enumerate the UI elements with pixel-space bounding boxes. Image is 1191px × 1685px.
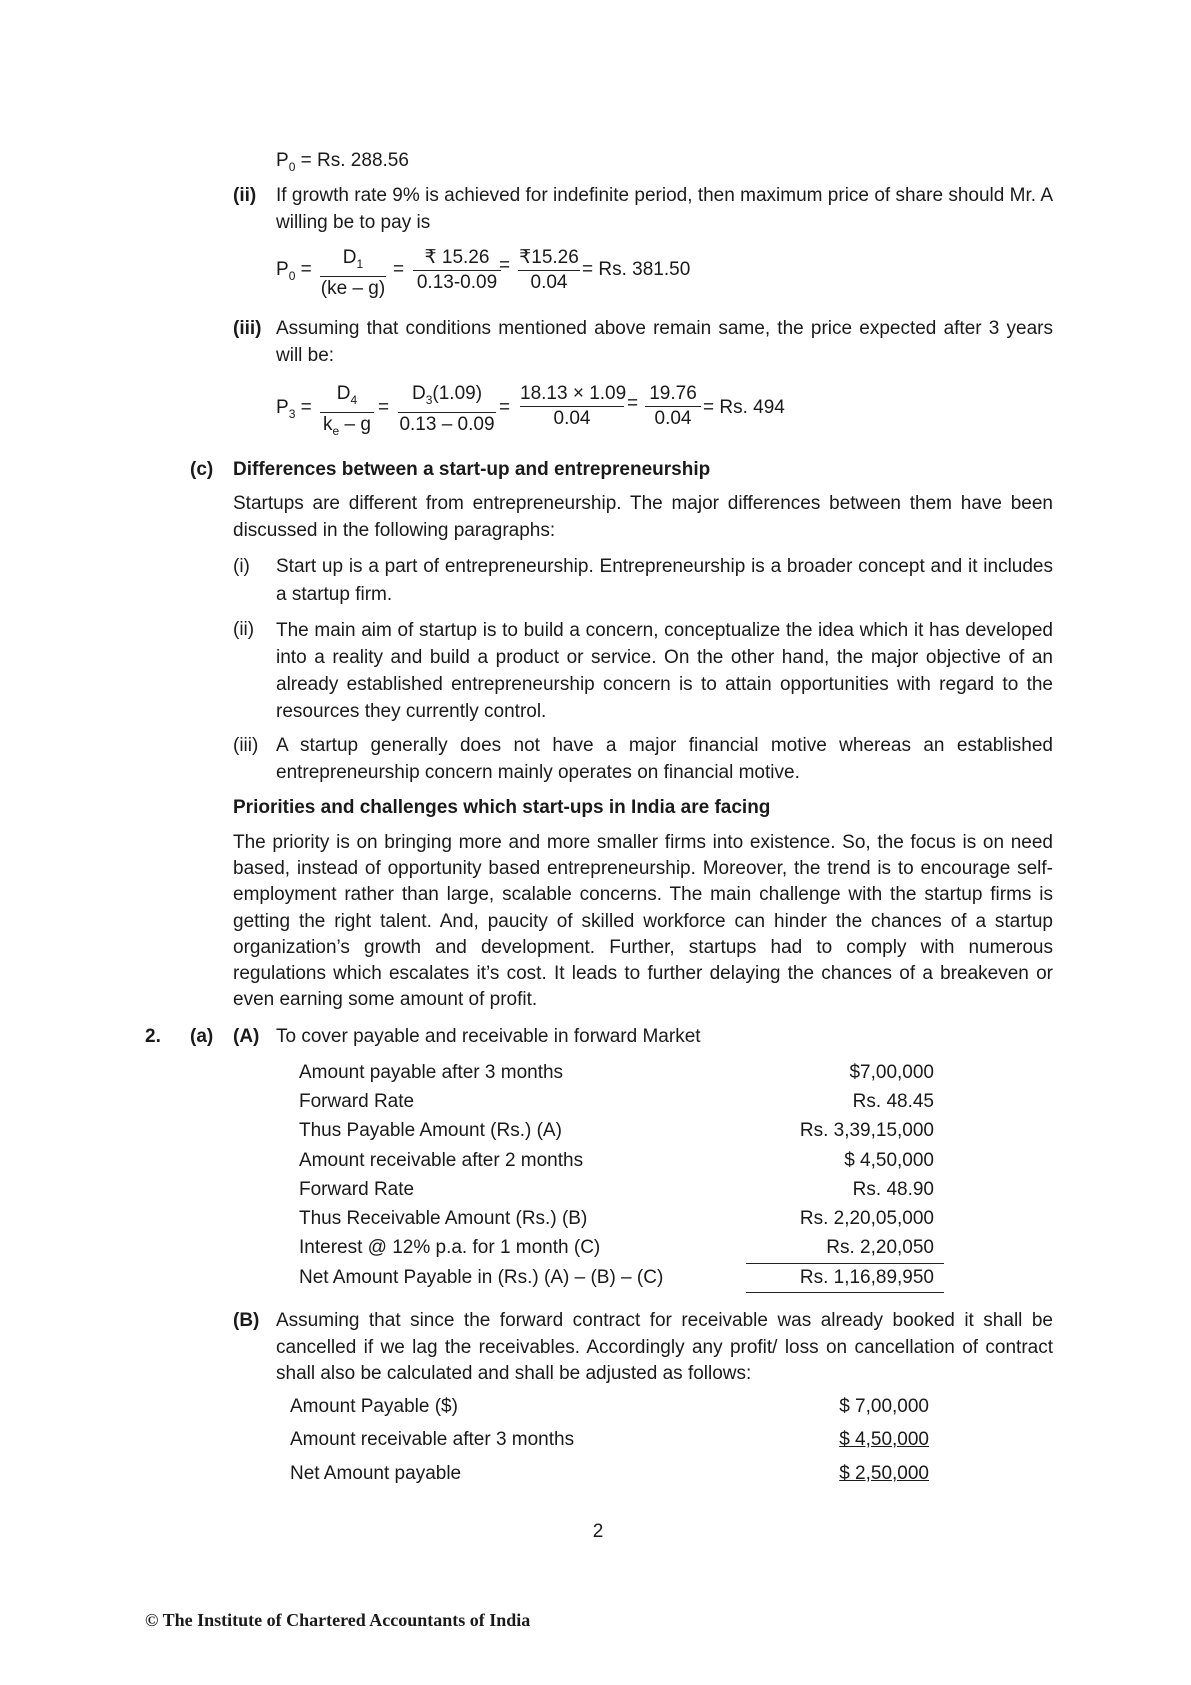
table-row: Amount payable after 3 months $7,00,000: [299, 1062, 934, 1083]
table-row: Net Amount payable $ 2,50,000: [290, 1463, 929, 1484]
part-A-label: (A): [233, 1026, 260, 1047]
eq-iii-result: = Rs. 494: [703, 397, 785, 418]
table-row: Thus Payable Amount (Rs.) (A) Rs. 3,39,15,000: [299, 1120, 934, 1141]
table-row: Amount receivable after 3 months $ 4,50,000: [290, 1429, 929, 1450]
part-iii-text: Assuming that conditions mentioned above remain same, the price expected after 3 years will be:: [276, 318, 1053, 366]
eq-iii-lhs: $P_3$ =: [276, 397, 312, 421]
section-c-label: (c): [190, 459, 214, 480]
part-iii-number: (iii): [233, 318, 262, 339]
list-item-text-ii: The main aim of startup is to build a concern, conceptualize the idea which it has developed into a reality and build a product or service. On the other hand, the major objective of an already established entrepreneurship concern is to attain opportunities with regard to the resources they currently control.: [276, 620, 1053, 722]
table-row: Interest @ 12% p.a. for 1 month (C) Rs. 2,20,050: [299, 1237, 934, 1258]
table-row: Amount receivable after 2 months $ 4,50,000: [299, 1150, 934, 1171]
p0-result-line: $P_0 = Rs$. 288.56: [276, 150, 409, 174]
table-row: Forward Rate Rs. 48.90: [299, 1179, 934, 1200]
table-row: Forward Rate Rs. 48.45: [299, 1091, 934, 1112]
question-part: (a): [190, 1026, 214, 1047]
eq-iii-fraction-2: $\frac{D_3(1.09)}{0.13 - 0.09}$: [399, 383, 495, 435]
eq-ii-fraction-2: $\frac{₹ 15.26}{0.13-0.09}$: [413, 246, 501, 295]
footer-copyright: © The Institute of Chartered Accountants of India: [145, 1610, 531, 1630]
question-number: 2.: [145, 1026, 161, 1047]
eq-ii-equals-2: =: [499, 255, 511, 276]
list-item-num-ii: (ii): [233, 619, 255, 640]
eq-ii-equals-1: =: [393, 259, 405, 280]
eq-ii-lhs: $P_0$ =: [276, 259, 312, 283]
list-item-text-iii: A startup generally does not have a major financial motive whereas an established entrepreneurship concern mainly operates on financial motive.: [276, 735, 1053, 783]
list-item-num-i: (i): [233, 556, 250, 577]
eq-iii-fraction-4: $\frac{19.76}{0.04}$: [645, 382, 701, 431]
table-row: Thus Receivable Amount (Rs.) (B) Rs. 2,20,05,000: [299, 1208, 934, 1229]
section-c-subheading: Priorities and challenges which start-ups in India are facing: [233, 797, 771, 818]
eq-ii-fraction-3: $\frac{₹15.26}{0.04}$: [519, 247, 579, 293]
eq-iii-fraction-3: $\frac{18.13 \times 1.09}{0.04}$: [520, 383, 627, 429]
part-ii-text: If growth rate 9% is achieved for indefinite period, then maximum price of share should Mr. A willing be to pay is: [276, 185, 1053, 233]
total-rule: [746, 1292, 944, 1293]
eq-iii-equals-1: =: [378, 397, 390, 418]
table-row: Net Amount Payable in (Rs.) (A) – (B) – (C) Rs. 1,16,89,950: [299, 1267, 934, 1288]
eq-ii-result: = Rs. 381.50: [582, 259, 691, 280]
part-B-label: (B): [233, 1310, 260, 1331]
section-c-heading: Differences between a start-up and entrepreneurship: [233, 459, 711, 480]
part-B-text: Assuming that since the forward contract for receivable was already booked it shall be cancelled if we lag the receivables. Accordingly any profit/ loss on cancellation of contract shall also be calculated and shall be adjusted as follows:: [276, 1310, 1053, 1384]
list-item-text-i: Start up is a part of entrepreneurship. Entrepreneurship is a broader concept and it includes a startup firm.: [276, 556, 1053, 605]
page-number: 2: [592, 1521, 604, 1542]
eq-iii-fraction-1: $\frac{D_4}{k_e - g}$: [320, 382, 374, 443]
net-payable-table: [290, 1393, 929, 1493]
forward-market-table: [299, 1059, 934, 1291]
part-ii-number: (ii): [233, 185, 257, 206]
section-c-intro: Startups are different from entrepreneurship. The major differences between them have been discussed in the following paragraphs:: [233, 493, 1053, 541]
eq-ii-fraction-1: $\frac{D_1}{(ke - g)}$: [320, 247, 386, 299]
eq-iii-equals-2: =: [499, 397, 511, 418]
part-A-heading: To cover payable and receivable in forward Market: [276, 1026, 701, 1047]
list-item-num-iii: (iii): [233, 735, 259, 756]
table-row: Amount Payable ($) $ 7,00,000: [290, 1396, 929, 1417]
eq-iii-equals-3: =: [627, 393, 639, 414]
p0-result-value: = Rs. 288.56: [300, 150, 409, 171]
section-c-paragraph: The priority is on bringing more and more smaller firms into existence. So, the focus is on need based, instead of opportunity based entrepreneurship. Moreover, the trend is to encourage self-employment rather than large, scalable concerns. The main challenge with the startup firms is getting the right talent. And, paucity of skilled workforce can hinder the chances of a startup organization’s growth and development. Further, startups had to comply with numerous regulations which escalates it’s cost. It leads to further delaying the chances of a breakeven or even earning some amount of profit.: [233, 832, 1053, 1011]
